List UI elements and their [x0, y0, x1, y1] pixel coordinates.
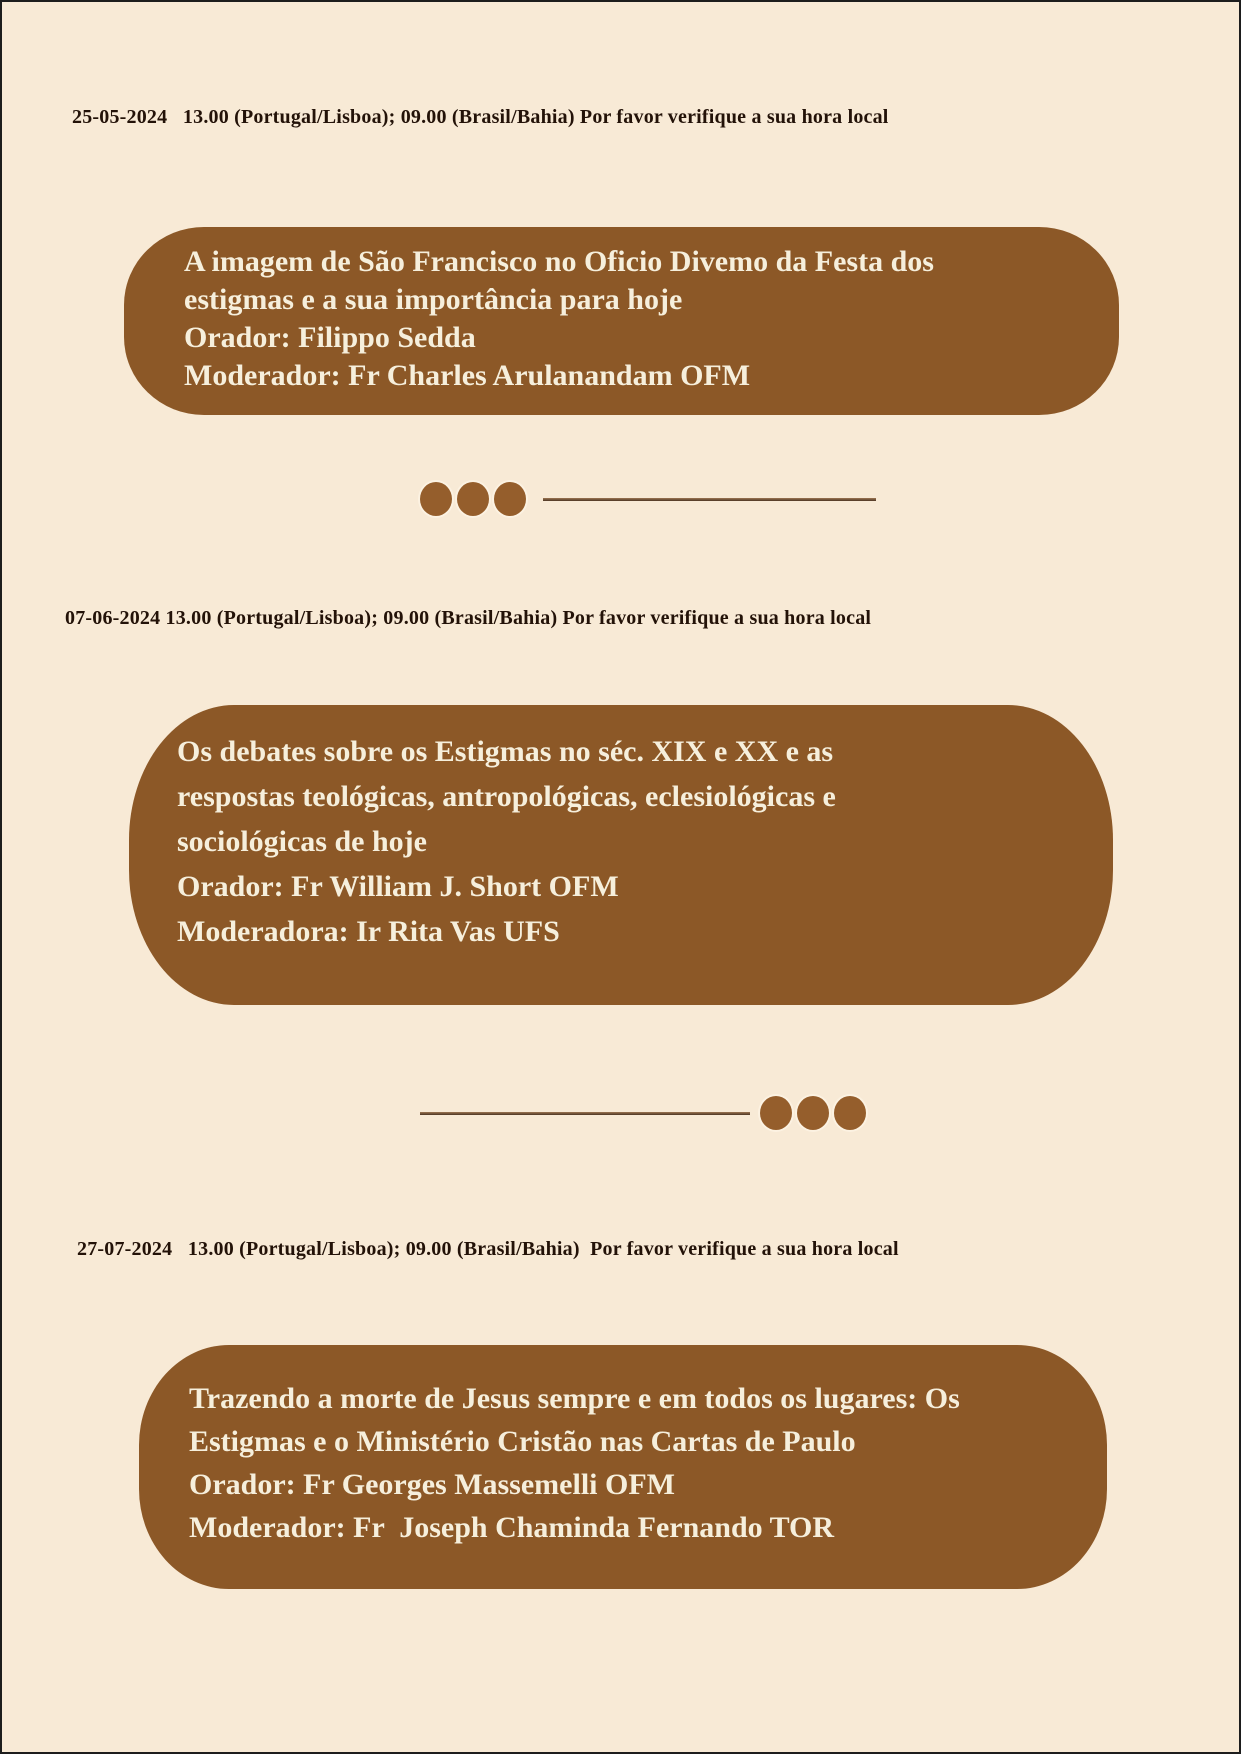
dot-icon [760, 1096, 792, 1130]
session-1-card [124, 227, 1119, 415]
session-2-title-line-2: respostas teológicas, antropológicas, eclesiológicas e [177, 780, 836, 813]
session-3-title-line-2: Estigmas e o Ministério Cristão nas Cartas de Paulo [189, 1425, 856, 1458]
section-divider-2 [420, 1096, 871, 1130]
dot-icon [834, 1096, 866, 1130]
session-3-speaker-line: Orador: Fr Georges Massemelli OFM [189, 1468, 675, 1501]
session-1-title-line-2: estigmas e a sua importância para hoje [184, 283, 683, 316]
session-1-speaker-line: Orador: Filippo Sedda [184, 321, 476, 354]
section-divider-1 [420, 482, 876, 516]
dot-icon [797, 1096, 829, 1130]
session-3-card [139, 1345, 1107, 1589]
session-1-title-line-1: A imagem de São Francisco no Oficio Divemo da Festa dos [184, 245, 934, 278]
session-1-datetime: 25-05-2024 13.00 (Portugal/Lisboa); 09.00 (Brasil/Bahia) Por favor verifique a sua hora local [72, 106, 889, 128]
dot-icon [420, 482, 452, 516]
divider-rule [543, 498, 876, 501]
dot-icon [457, 482, 489, 516]
session-3-datetime: 27-07-2024 13.00 (Portugal/Lisboa); 09.00 (Brasil/Bahia) Por favor verifique a sua hora local [77, 1238, 899, 1260]
dot-icon [494, 482, 526, 516]
session-1-moderator-line: Moderador: Fr Charles Arulanandam OFM [184, 359, 751, 392]
session-2-title-line-1: Os debates sobre os Estigmas no séc. XIX e XX e as [177, 735, 834, 768]
session-2-card [129, 705, 1113, 1005]
session-2-moderator-line: Moderadora: Ir Rita Vas UFS [177, 915, 560, 948]
divider-rule [420, 1112, 750, 1115]
session-3-title-line-1: Trazendo a morte de Jesus sempre e em todos os lugares: Os [189, 1382, 960, 1415]
session-3-moderator-line: Moderador: Fr Joseph Chaminda Fernando TOR [189, 1511, 835, 1544]
session-2-title-line-3: sociológicas de hoje [177, 825, 427, 858]
session-2-datetime: 07-06-2024 13.00 (Portugal/Lisboa); 09.00 (Brasil/Bahia) Por favor verifique a sua hora local [65, 607, 872, 629]
session-2-speaker-line: Orador: Fr William J. Short OFM [177, 870, 619, 903]
